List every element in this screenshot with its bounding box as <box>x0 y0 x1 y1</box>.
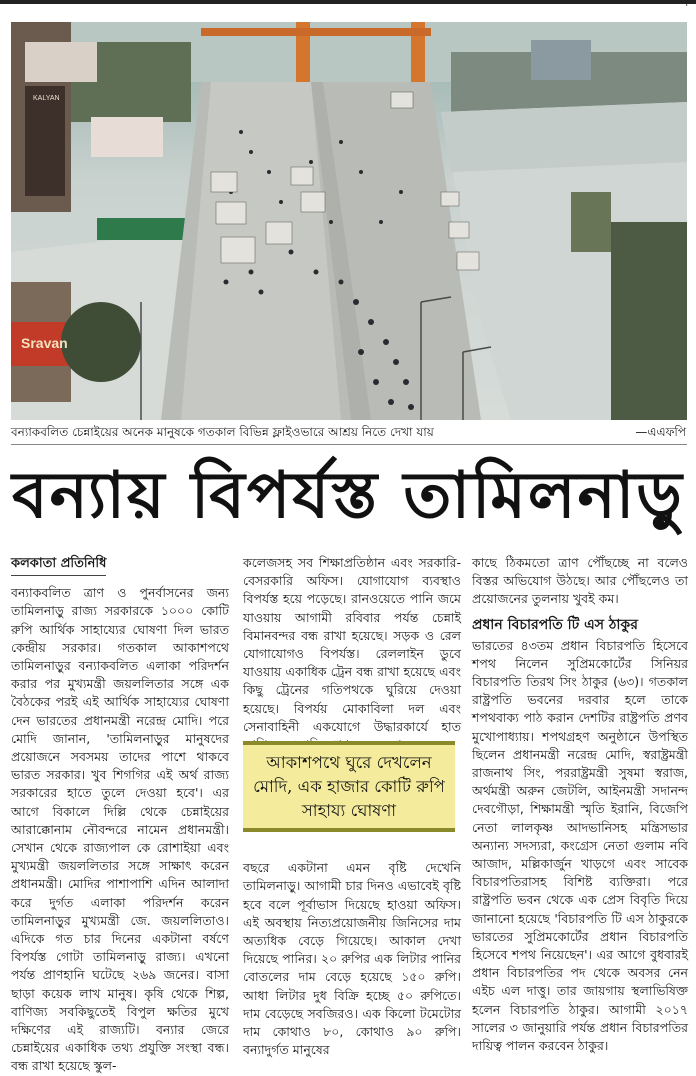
flood-flyover-illustration <box>11 22 687 420</box>
news-photo <box>11 22 687 420</box>
article-text-col2a: কলেজসহ সব শিক্ষাপ্রতিষ্ঠান এবং সরকারি-বেসরকারি অফিস। যোগাযোগ ব্যবস্থাও বিপর্যস্ত হয়ে পড়েছে। রানওয়েতে পানি জমে যাওয়ায় আগামী রবিবার পর্যন্ত চেন্নাই বিমানবন্দর বন্ধ রাখা হয়েছে। সড়ক ও রেল যোগাযোগও বিপর্যস্ত। রেললাইন ডুবে যাওয়ায় একাধিক ট্রেন বন্ধ রাখা হয়েছে এবং কিছু ট্রেনের গতিপথকে ঘুরিয়ে দেওয়া হয়েছে। বিপর্যয় মোকাবিলা দল এবং সেনাবাহিনী একযোগে উদ্ধারকার্যে হাত <box>243 555 461 734</box>
sravan-sign-text: Sravan <box>21 335 68 351</box>
headline: বন্যায় বিপর্যস্ত তামিলনাড়ু <box>11 458 685 533</box>
page-corner-mark: । <box>684 0 688 9</box>
article-column-1 <box>11 554 229 1076</box>
pull-quote: আকাশপথে ঘুরে দেখলেন মোদি, এক হাজার কোটি রুপি সাহায্য ঘোষণা <box>243 741 455 832</box>
top-rule <box>0 0 696 4</box>
article-text-col2b: বছরে একটানা এমন বৃষ্টি দেখেনি তামিলনাড়ু। আগামী চার দিনও এভাবেই বৃষ্টি হবে বলে পূর্বাভাস দিয়েছে হাওয়া অফিস। এই অবস্থায় নিত্যপ্রয়োজনীয় জিনিসের দাম অত্যধিক বেড়ে গিয়েছে। আকাল দেখা দিয়েছে পানির। ২০ রুপির এক লিটার পানির বোতলের দাম বেড়ে হয়েছে ১৫০ রুপি। আধা লিটার দুধ বিক্রি হচ্ছে ৫০ রুপিতে। দাম বেড়েছে সবজিরও। এক কিলো টমেটোর দাম কোথাও ৮০, কোথাও ৯০ রুপি। বন্যাদুর্গত মানুষের <box>243 860 461 1058</box>
subheading-chief-justice: প্রধান বিচারপতি টি এস ঠাকুর <box>472 616 638 633</box>
article-text-col3b: ভারতের ৪৩তম প্রধান বিচারপতি হিসেবে শপথ নিলেন সুপ্রিমকোর্টের সিনিয়র বিচারপতি তিরথ সিং ঠাকুর (৬৩)। গতকাল রাষ্ট্রপতি ভবনের দরবার হলে তাকে শপথবাক্য পাঠ করান দেশটির রাষ্ট্রপতি প্রণব মুখোপাধ্যায়। শপথগ্রহণ অনুষ্ঠানে উপস্থিত ছিলেন প্রধানমন্ত্রী নরেন্দ্র মোদি, স্বরাষ্ট্রমন্ত্রী রাজনাথ সিং, পররাষ্ট্রমন্ত্রী সুষমা স্বরাজ, অর্থমন্ত্রী অরুন জেটলি, আইনমন্ত্রী সদানন্দ দেবগৌড়া, শিক্ষামন্ত্রী স্মৃতি ইরানি, বিজেপি নেতা লালকৃষ্ণ আদভানিসহ মন্ত্রিসভার অন্যান্য সদস্যরা, কংগ্রেস নেতা গুলাম নবি আজাদ, মল্লিকার্জুন খাড়গে এবং সাবেক বিচারপতিরাসহ বিশিষ্ট ব্যক্তিরা। পরে রাষ্ট্রপতি ভবন থেকে এক প্রেস বিবৃতি দিয়ে জানানো হয়েছে 'বিচারপতি টি এস ঠাকুরকে ভারতের সুপ্রিমকোর্টের প্রধান বিচারপতি হিসেবে শপথ নিয়েছেন'। এর আগে বুধবারই প্রধান বিচারপতির পদ থেকে অবসর নেন এইচ এল দাত্তু। তার জায়গায় স্থলাভিষিক্ত হলেন বিচারপতি ঠাকুর। আগামী ২০১৭ সালের ৩ জানুয়ারি পর্যন্ত প্রধান বিচারপতির দায়িত্ব পালন করবেন ঠাকুর। <box>472 637 688 1054</box>
byline: কলকাতা প্রতিনিধি <box>11 555 106 576</box>
caption-divider <box>11 444 687 445</box>
photo-credit: —এএফপি <box>635 425 686 439</box>
article-column-3 <box>472 554 688 1055</box>
kalyan-sign-text: KALYAN <box>33 95 60 102</box>
photo-caption: বন্যাকবলিত চেন্নাইয়ের অনেক মানুষকে গতকাল বিভিন্ন ফ্লাইওভারে আশ্রয় নিতে দেখা যায় <box>11 425 434 439</box>
article-text-col3a: কাছে ঠিকমতো ত্রাণ পৌঁছচ্ছে না বলেও বিস্তর অভিযোগ উঠছে। আর পৌঁছলেও তা প্রয়োজনের তুলনায় খুবই কম। <box>472 555 688 607</box>
article-text-col1: বন্যাকবলিত ত্রাণ ও পুনর্বাসনের জন্য তামিলনাড়ু রাজ্য সরকারকে ১০০০ কোটি রুপি আর্থিক সাহায্যের ঘোষণা দিল ভারত কেন্দ্রীয় সরকার। গতকাল আকাশপথে তামিলনাড়ুর বন্যাকবলিত এলাকা পরিদর্শন করার পর মুখ্যমন্ত্রী জয়ললিতার সঙ্গে এক বৈঠকের পরই এই আর্থিক সাহায্যের ঘোষণা দেন ভারতের প্রধানমন্ত্রী নরেন্দ্র মোদি। পরে মোদি জানান, 'তামিলনাড়ুর মানুষদের প্রয়োজনে সবসময় তাদের পাশে থাকবে ভারত সরকার। খুব শিগগির এই অর্থ রাজ্য সরকারের হাতে তুলে দেওয়া হবে'। এর আগে বিকালে দিল্লি থেকে চেন্নাইয়ের আরাক্কোনাম নৌবন্দরে নামেন প্রধানমন্ত্রী। সেখান থেকে রাজ্যপাল কে রোশাইয়া এবং মুখ্যমন্ত্রী জয়ললিতার সঙ্গে সাক্ষাৎ করেন প্রধানমন্ত্রী। মোদির পাশাপাশি এদিন আলাদা করে দুর্গত এলাকা পরিদর্শন করেন তামিলনাড়ুর মুখ্যমন্ত্রী জে. জয়ললিতাও। এদিকে গত চার দিনের একটানা বর্ষণে বিপর্যস্ত গোটা তামিলনাড়ু রাজ্য। এখনো পর্যন্ত প্রাণহানি ঘটেছে ২৬৯ জনের। বাসা ছাড়া কয়েক লাখ মানুষ। কৃষি থেকে শিল্প, বাণিজ্য সবকিছুতেই বিপুল ক্ষতির মুখে দক্ষিণের এই রাজ্যটি। বন্যার জেরে চেন্নাইয়ের একাধিক তথ্য প্রযুক্তি সংস্থা বন্ধ। বন্ধ রাখা হয়েছে স্কুল- <box>11 585 229 1074</box>
